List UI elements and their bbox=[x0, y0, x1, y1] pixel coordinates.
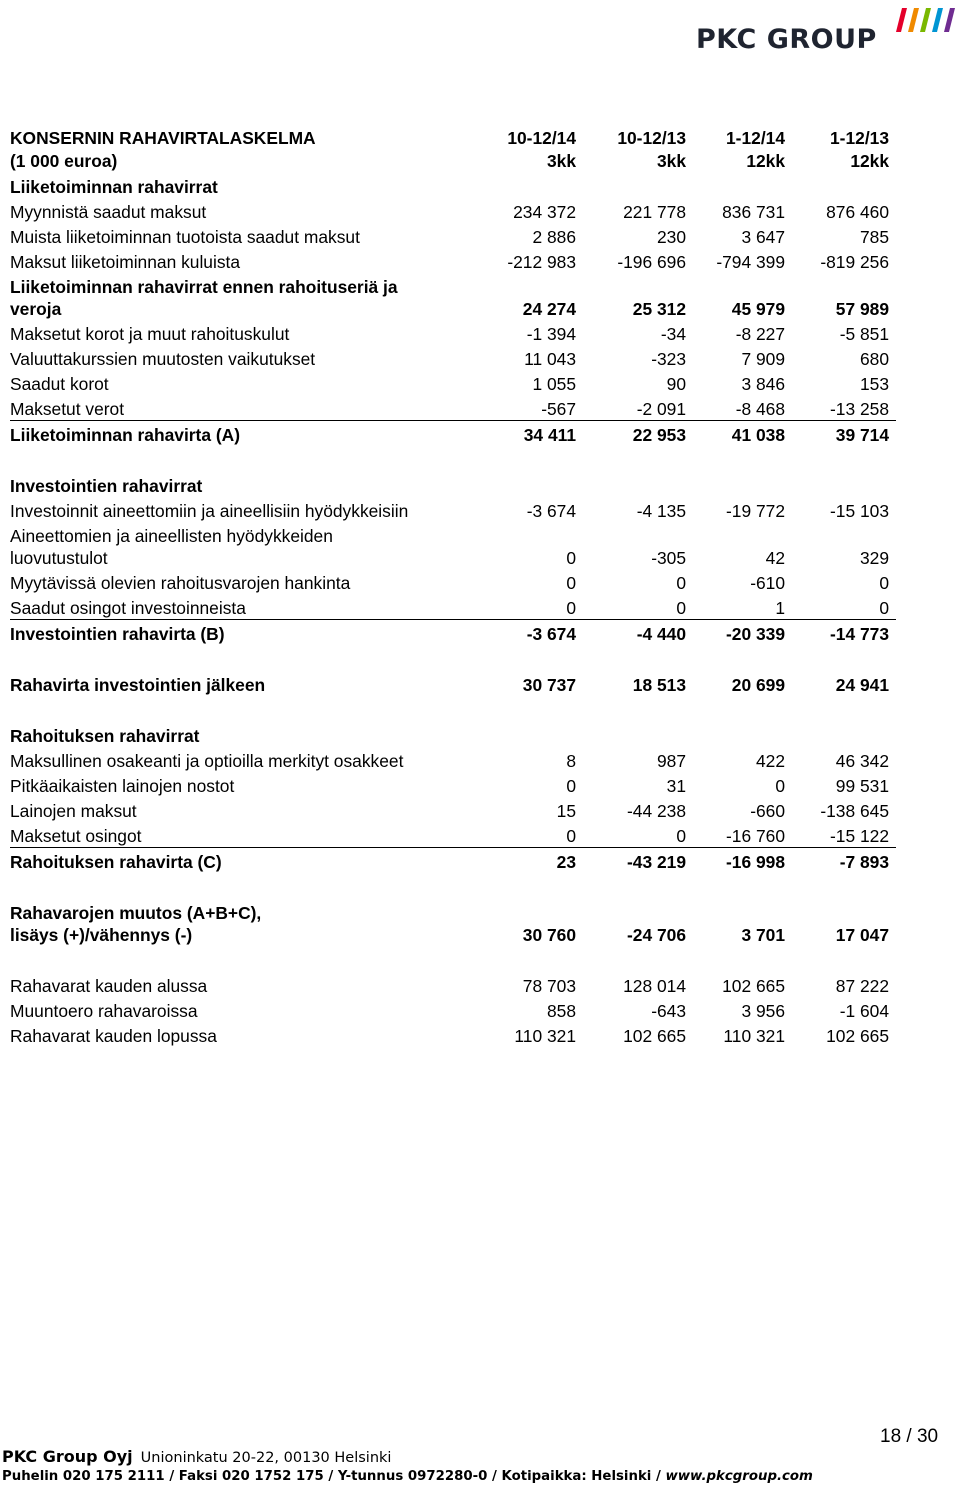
row-label: Pitkäaikaisten lainojen nostot bbox=[10, 776, 235, 796]
spacer-row bbox=[10, 946, 896, 972]
table-row bbox=[10, 772, 896, 797]
value-cell: -13 258 bbox=[830, 399, 889, 419]
value-cell: 17 047 bbox=[835, 925, 889, 945]
row-label: Rahavarat kauden alussa bbox=[10, 976, 208, 996]
row-label: Maksetut verot bbox=[10, 399, 125, 419]
subtotal-row bbox=[10, 421, 896, 446]
value-cell: 78 703 bbox=[522, 976, 576, 996]
value-cell: -8 468 bbox=[735, 399, 785, 419]
value-cell: -794 399 bbox=[716, 252, 785, 272]
column-unit: 12kk bbox=[850, 151, 889, 171]
value-cell: 34 411 bbox=[523, 425, 576, 445]
row-label-line2: veroja bbox=[10, 299, 62, 319]
table-row bbox=[10, 822, 896, 848]
row-label: Investointien rahavirrat bbox=[10, 476, 203, 496]
value-cell: 230 bbox=[656, 227, 686, 247]
value-cell: -8 227 bbox=[735, 324, 785, 344]
value-cell: 876 460 bbox=[826, 202, 889, 222]
logo-stripe bbox=[944, 8, 955, 32]
row-label: Maksetut korot ja muut rahoituskulut bbox=[10, 324, 290, 344]
value-cell: 680 bbox=[859, 349, 889, 369]
table-row bbox=[10, 345, 896, 370]
row-label: Saadut osingot investoinneista bbox=[10, 598, 246, 618]
footer-website-link[interactable]: www.pkcgroup.com bbox=[665, 1469, 813, 1484]
value-cell: 153 bbox=[859, 374, 889, 394]
value-cell: -660 bbox=[750, 801, 785, 821]
row-label: Rahavirta investointien jälkeen bbox=[10, 675, 266, 695]
page-number: 18 / 30 bbox=[880, 1426, 939, 1447]
value-cell: -1 394 bbox=[526, 324, 576, 344]
value-cell: -34 bbox=[660, 324, 686, 344]
value-cell: -610 bbox=[750, 573, 785, 593]
column-unit: 12kk bbox=[746, 151, 785, 171]
value-cell: 0 bbox=[676, 573, 686, 593]
value-cell: 128 014 bbox=[623, 976, 686, 996]
value-cell: 422 bbox=[755, 751, 785, 771]
value-cell: -567 bbox=[541, 399, 576, 419]
value-cell: 836 731 bbox=[722, 202, 785, 222]
statement-header bbox=[10, 123, 896, 173]
logo-stripe bbox=[920, 8, 931, 32]
footer-line-1 bbox=[2, 1446, 813, 1467]
row-label: Myynnistä saadut maksut bbox=[10, 202, 207, 222]
value-cell: -19 772 bbox=[726, 501, 785, 521]
row-label: Saadut korot bbox=[10, 374, 109, 394]
logo-text: PKC GROUP bbox=[696, 24, 877, 55]
section-heading-row bbox=[10, 472, 896, 497]
value-cell: -212 983 bbox=[507, 252, 576, 272]
subtotal-row bbox=[10, 273, 896, 320]
value-cell: 15 bbox=[556, 801, 576, 821]
value-cell: 31 bbox=[666, 776, 686, 796]
value-cell: 0 bbox=[566, 826, 576, 846]
table-row bbox=[10, 522, 896, 569]
value-cell: 90 bbox=[666, 374, 686, 394]
value-cell: 87 222 bbox=[835, 976, 889, 996]
row-label: Maksullinen osakeanti ja optioilla merkityt osakkeet bbox=[10, 751, 404, 771]
value-cell: 39 714 bbox=[835, 425, 889, 445]
value-cell: 102 665 bbox=[722, 976, 785, 996]
spacer-row bbox=[10, 696, 896, 722]
table-row bbox=[10, 997, 896, 1022]
logo-stripe bbox=[932, 8, 943, 32]
subtotal-row bbox=[10, 899, 896, 946]
subtotal-row bbox=[10, 620, 896, 645]
subtotal-row bbox=[10, 671, 896, 696]
value-cell: 25 312 bbox=[632, 299, 686, 319]
value-cell: 0 bbox=[676, 826, 686, 846]
value-cell: 23 bbox=[556, 852, 576, 872]
value-cell: 20 699 bbox=[731, 675, 785, 695]
table-row bbox=[10, 569, 896, 594]
value-cell: -2 091 bbox=[636, 399, 686, 419]
statement-title-unit: (1 000 euroa) bbox=[10, 151, 118, 171]
value-cell: 7 909 bbox=[741, 349, 785, 369]
value-cell: 1 bbox=[775, 598, 785, 618]
table-row bbox=[10, 594, 896, 620]
column-period: 1-12/13 bbox=[830, 128, 889, 148]
table-row bbox=[10, 747, 896, 772]
value-cell: 42 bbox=[765, 548, 785, 568]
value-cell: 30 737 bbox=[522, 675, 576, 695]
value-cell: 110 321 bbox=[514, 1026, 576, 1046]
value-cell: -305 bbox=[651, 548, 686, 568]
value-cell: 987 bbox=[656, 751, 686, 771]
column-unit: 3kk bbox=[546, 151, 576, 171]
spacer-row bbox=[10, 873, 896, 899]
table-row bbox=[10, 395, 896, 421]
value-cell: -14 773 bbox=[830, 624, 889, 644]
value-cell: -16 998 bbox=[726, 852, 785, 872]
value-cell: -5 851 bbox=[839, 324, 889, 344]
row-label: Liiketoiminnan rahavirta (A) bbox=[10, 425, 240, 445]
section-heading-row bbox=[10, 173, 896, 198]
value-cell: 46 342 bbox=[835, 751, 889, 771]
cash-flow-statement bbox=[10, 123, 896, 1047]
spacer-row bbox=[10, 446, 896, 472]
value-cell: -16 760 bbox=[726, 826, 785, 846]
row-label: Investointien rahavirta (B) bbox=[10, 624, 225, 644]
value-cell: 858 bbox=[546, 1001, 576, 1021]
value-cell: 45 979 bbox=[731, 299, 785, 319]
subtotal-row bbox=[10, 848, 896, 873]
value-cell: -1 604 bbox=[839, 1001, 889, 1021]
value-cell: -4 440 bbox=[636, 624, 686, 644]
value-cell: -20 339 bbox=[726, 624, 785, 644]
value-cell: 0 bbox=[879, 598, 889, 618]
pkc-group-logo bbox=[690, 6, 956, 56]
value-cell: 24 274 bbox=[522, 299, 576, 319]
value-cell: -7 893 bbox=[839, 852, 889, 872]
spacer-row bbox=[10, 645, 896, 671]
footer-company: PKC Group Oyj bbox=[2, 1447, 133, 1466]
column-header-4 bbox=[10, 127, 889, 173]
row-label: Rahavarat kauden lopussa bbox=[10, 1026, 217, 1046]
value-cell: 3 647 bbox=[741, 227, 785, 247]
value-cell: 57 989 bbox=[835, 299, 889, 319]
value-cell: 785 bbox=[859, 227, 889, 247]
value-cell: -4 135 bbox=[636, 501, 686, 521]
statement-title-line1: KONSERNIN RAHAVIRTALASKELMA bbox=[10, 128, 316, 148]
table-row bbox=[10, 797, 896, 822]
table-row bbox=[10, 198, 896, 223]
value-cell: 102 665 bbox=[623, 1026, 686, 1046]
table-row bbox=[10, 972, 896, 997]
value-cell: 0 bbox=[566, 776, 576, 796]
value-cell: 22 953 bbox=[632, 425, 686, 445]
logo-stripe bbox=[908, 8, 919, 32]
logo-stripe bbox=[896, 8, 907, 32]
value-cell: -138 645 bbox=[820, 801, 889, 821]
column-period: 10-12/14 bbox=[507, 128, 576, 148]
row-label: Maksetut osingot bbox=[10, 826, 142, 846]
row-label: Myytävissä olevien rahoitusvarojen hankinta bbox=[10, 573, 351, 593]
value-cell: -3 674 bbox=[526, 501, 576, 521]
value-cell: -323 bbox=[651, 349, 686, 369]
section-heading-row bbox=[10, 722, 896, 747]
table-row bbox=[10, 370, 896, 395]
value-cell: 110 321 bbox=[723, 1026, 785, 1046]
row-label: Valuuttakurssien muutosten vaikutukset bbox=[10, 349, 316, 369]
value-cell: 1 055 bbox=[532, 374, 576, 394]
value-cell: 3 701 bbox=[741, 925, 785, 945]
row-label: Liiketoiminnan rahavirrat bbox=[10, 177, 218, 197]
column-period: 1-12/14 bbox=[726, 128, 785, 148]
row-label: Investoinnit aineettomiin ja aineellisiin hyödykkeisiin bbox=[10, 501, 409, 521]
column-period: 10-12/13 bbox=[617, 128, 686, 148]
row-label: Maksut liiketoiminnan kuluista bbox=[10, 252, 241, 272]
value-cell: 11 043 bbox=[524, 349, 576, 369]
value-cell: 102 665 bbox=[826, 1026, 889, 1046]
value-cell: -3 674 bbox=[526, 624, 576, 644]
value-cell: -15 103 bbox=[830, 501, 889, 521]
row-label-line2: luovutustulot bbox=[10, 548, 108, 568]
row-label: Muuntoero rahavaroissa bbox=[10, 1001, 198, 1021]
value-cell: -643 bbox=[651, 1001, 686, 1021]
column-unit: 3kk bbox=[656, 151, 686, 171]
logo-stripes-icon bbox=[892, 6, 956, 34]
row-label-line1: Liiketoiminnan rahavirrat ennen rahoituseriä ja bbox=[10, 277, 398, 297]
footer-contact: Puhelin 020 175 2111 / Faksi 020 1752 175 / Y-tunnus 0972280-0 / Kotipaikka: Helsinki / bbox=[2, 1469, 666, 1484]
value-cell: 30 760 bbox=[522, 925, 576, 945]
value-cell: 41 038 bbox=[731, 425, 785, 445]
value-cell: 221 778 bbox=[623, 202, 686, 222]
value-cell: 24 941 bbox=[835, 675, 889, 695]
table-row bbox=[10, 497, 896, 522]
value-cell: 0 bbox=[676, 598, 686, 618]
value-cell: 2 886 bbox=[532, 227, 576, 247]
value-cell: 99 531 bbox=[835, 776, 889, 796]
row-label-line1: Rahavarojen muutos (A+B+C), bbox=[10, 903, 262, 923]
value-cell: 3 846 bbox=[741, 374, 785, 394]
value-cell: 0 bbox=[566, 598, 576, 618]
table-row bbox=[10, 320, 896, 345]
table-row bbox=[10, 248, 896, 273]
value-cell: 18 513 bbox=[632, 675, 686, 695]
table-row bbox=[10, 1022, 896, 1047]
row-label-line2: lisäys (+)/vähennys (-) bbox=[10, 925, 193, 945]
value-cell: -43 219 bbox=[627, 852, 686, 872]
table-row bbox=[10, 223, 896, 248]
value-cell: 0 bbox=[566, 573, 576, 593]
footer-address: Unioninkatu 20-22, 00130 Helsinki bbox=[140, 1450, 392, 1466]
value-cell: -24 706 bbox=[627, 925, 686, 945]
value-cell: 234 372 bbox=[513, 202, 576, 222]
row-label: Muista liiketoiminnan tuotoista saadut maksut bbox=[10, 227, 360, 247]
value-cell: 0 bbox=[879, 573, 889, 593]
page-footer bbox=[2, 1446, 813, 1487]
value-cell: -196 696 bbox=[617, 252, 686, 272]
value-cell: 0 bbox=[566, 548, 576, 568]
row-label-line1: Aineettomien ja aineellisten hyödykkeiden bbox=[10, 526, 333, 546]
footer-line-2 bbox=[2, 1467, 813, 1487]
value-cell: 3 956 bbox=[741, 1001, 785, 1021]
value-cell: -44 238 bbox=[627, 801, 686, 821]
row-label: Rahoituksen rahavirta (C) bbox=[10, 852, 222, 872]
value-cell: 329 bbox=[859, 548, 889, 568]
value-cell: -819 256 bbox=[820, 252, 889, 272]
value-cell: -15 122 bbox=[830, 826, 889, 846]
statement-rows bbox=[10, 173, 896, 1047]
row-label: Lainojen maksut bbox=[10, 801, 137, 821]
value-cell: 0 bbox=[775, 776, 785, 796]
row-label: Rahoituksen rahavirrat bbox=[10, 726, 200, 746]
value-cell: 8 bbox=[566, 751, 576, 771]
